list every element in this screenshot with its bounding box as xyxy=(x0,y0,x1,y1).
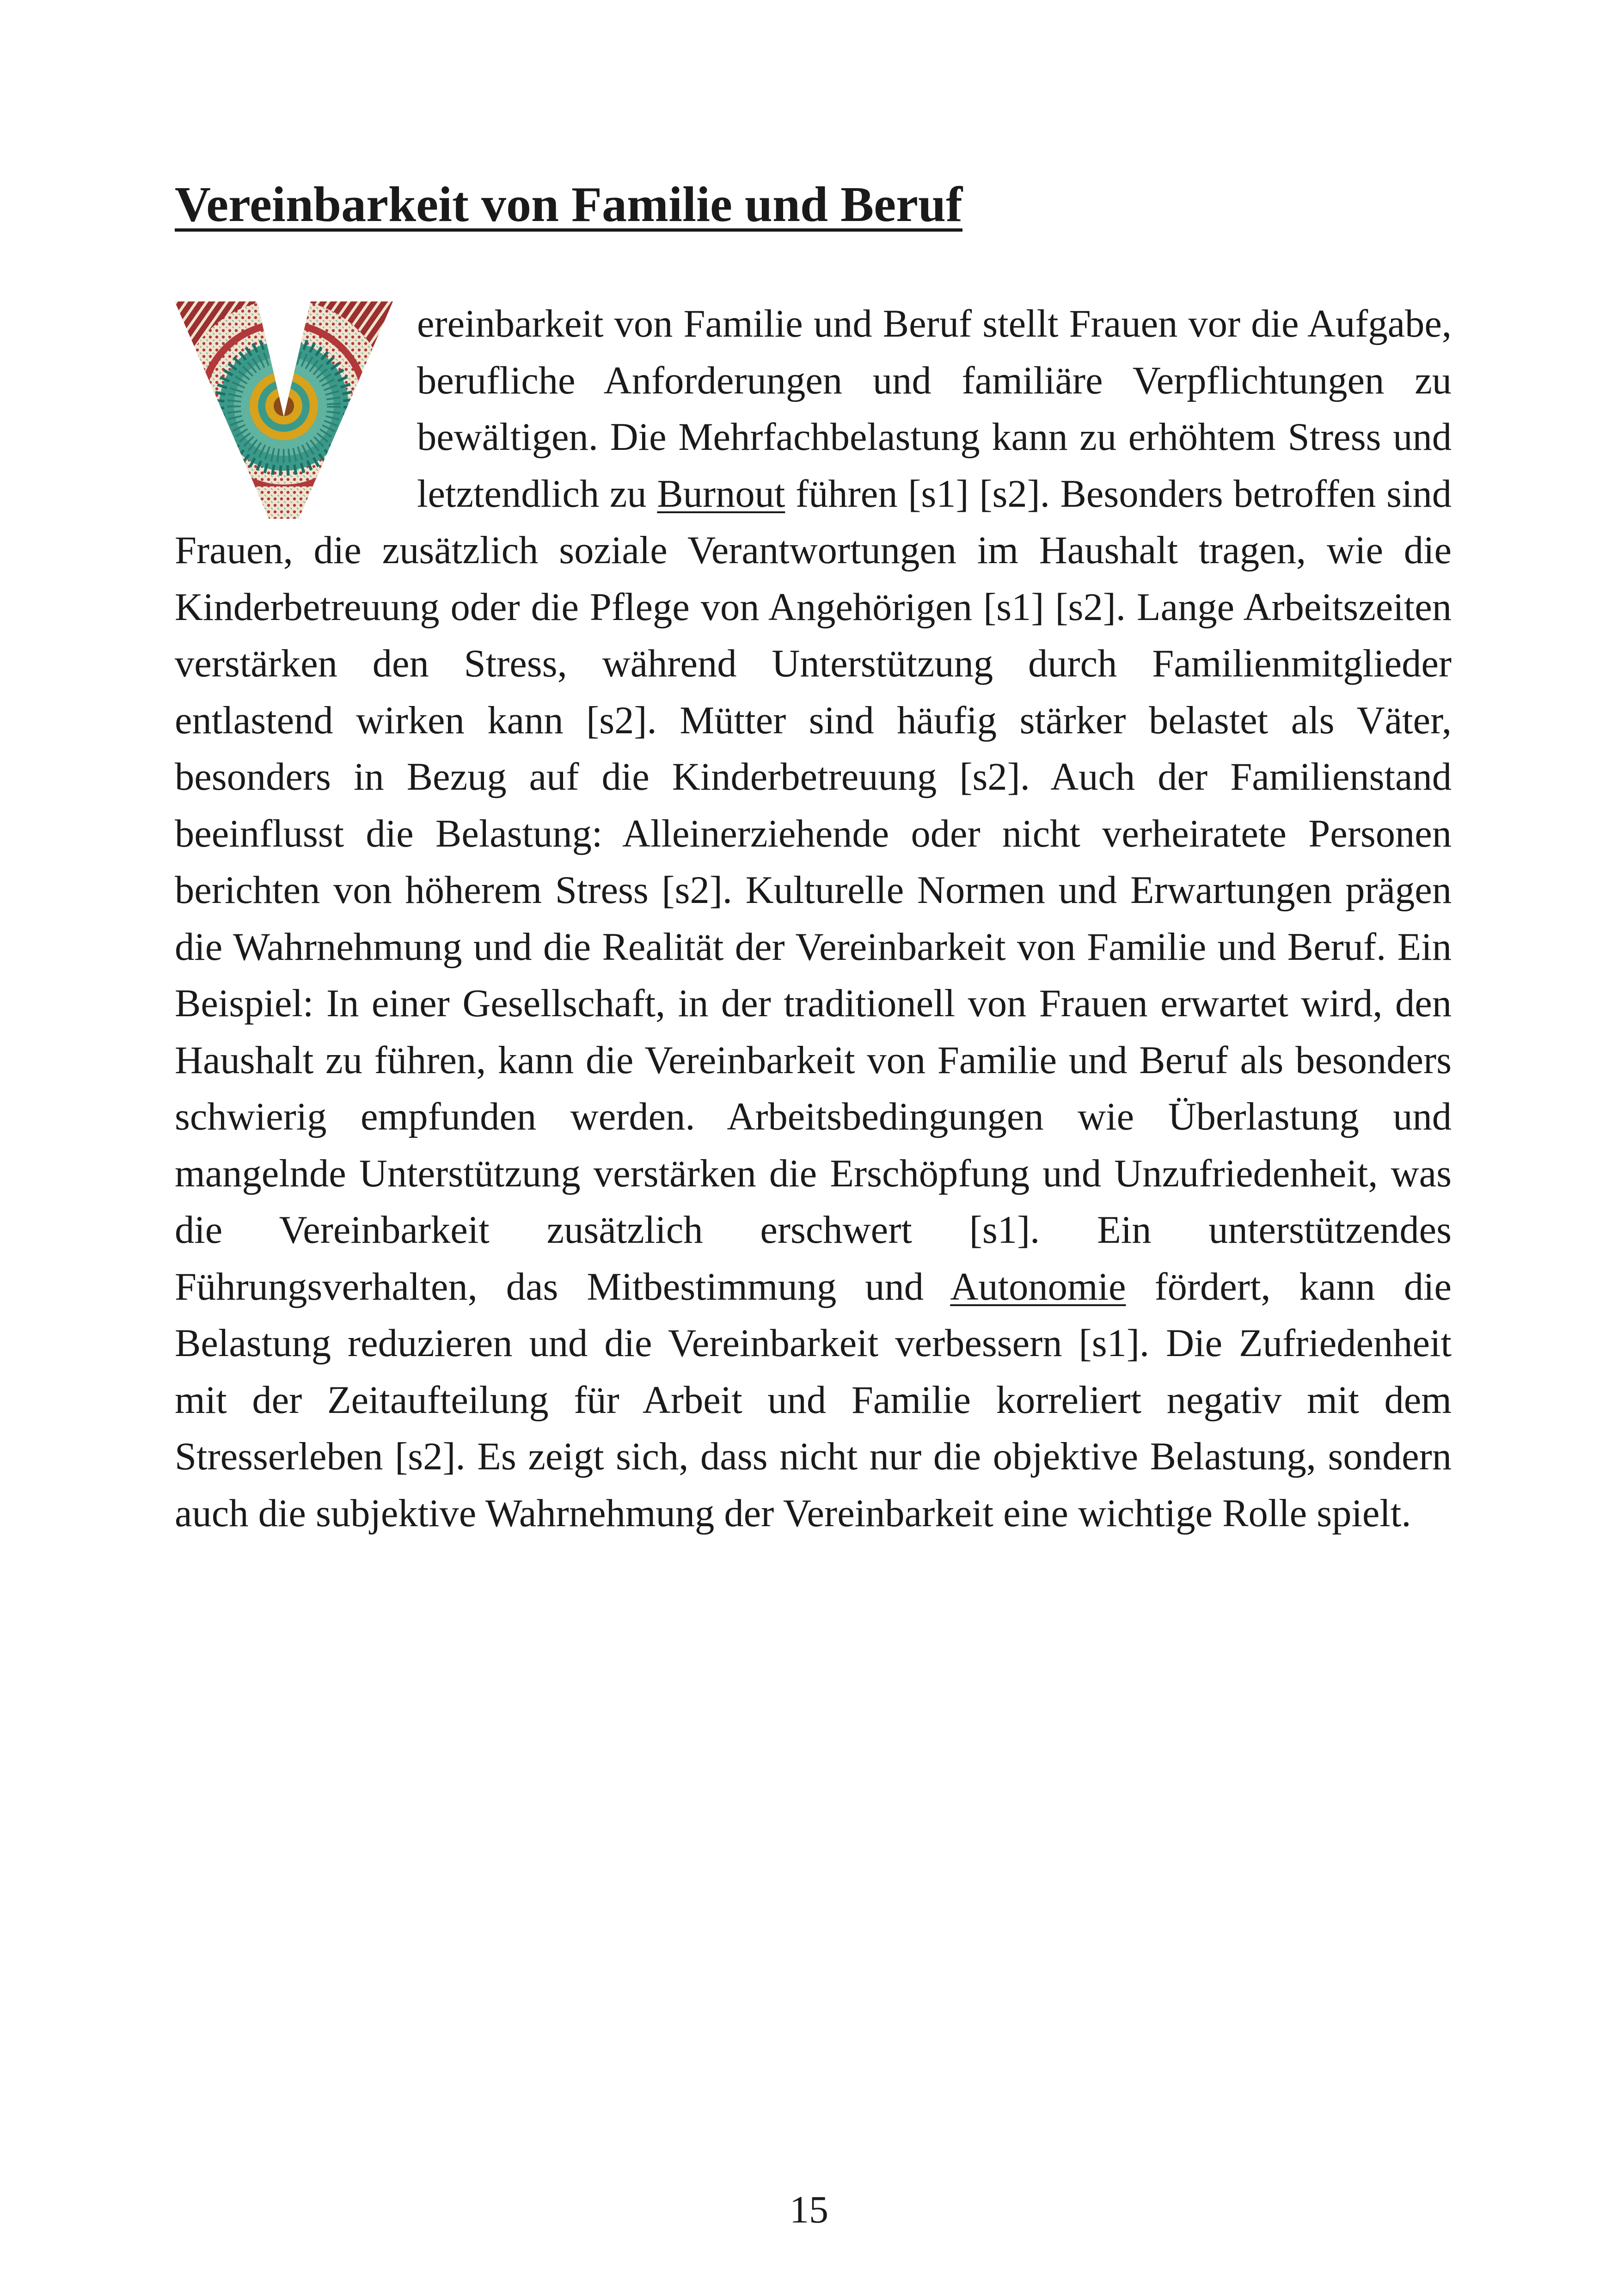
page-number: 15 xyxy=(790,2188,828,2231)
decorative-dropcap-v xyxy=(175,301,393,519)
burnout-link[interactable]: Burnout xyxy=(657,472,785,516)
paragraph-text-2: führen [s1] [s2]. Besonders betroffen sind Frauen, die zusätzlich soziale Verantwortungen im Haushalt tragen, wie die Kinderbetreuung oder die Pflege von Angehörigen [s1] [s2]. Lange Arbeitszeiten verstärken den Stress, während Unterstützung durch Familienmitglieder entlastend wirken kann [s2]. Mütter sind häufig stärker belastet als Väter, besonders in Bezug auf die Kinderbetreuung [s2]. Auch der Familienstand beeinflusst die Belastung: Alleinerziehende oder nicht verheiratete Personen berichten von höherem Stress [s2]. Kulturelle Normen und Erwartungen prägen die Wahrnehmung und die Realität der Vereinbarkeit von Familie und Beruf. Ein Beispiel: In einer Gesellschaft, in der traditionell von Frauen erwartet wird, den Haushalt zu führen, kann die Vereinbarkeit von Familie und Beruf als besonders schwierig empfunden werden. Arbeitsbedingungen wie Überlastung und mangelnde Unterstützung verstärken die Erschöpfung und Unzufriedenheit, was die Vereinbarkeit zusätzlich erschwert [s1]. Ein unterstützendes Führungsverhalten, das Mitbestimmung und xyxy=(175,472,1452,1308)
autonomie-link[interactable]: Autonomie xyxy=(950,1265,1126,1308)
paragraph-text-1: ereinbarkeit von Familie und Beruf stellt Frauen vor die Aufgabe, berufliche Anforderungen und familiäre Verpflichtungen zu bewältigen. Die Mehrfachbelastung kann zu erhöhtem Stress und letztendlich zu xyxy=(417,302,1452,516)
section-heading: Vereinbarkeit von Familie und Beruf xyxy=(175,177,963,232)
dropcap-mandala-icon xyxy=(175,301,393,519)
body-paragraph xyxy=(175,296,1452,1542)
paragraph-text-3: fördert, kann die Belastung reduzieren und die Vereinbarkeit verbessern [s1]. Die Zufriedenheit mit der Zeitaufteilung für Arbeit und Familie korreliert negativ mit dem Stresserleben [s2]. Es zeigt sich, dass nicht nur die objektive Belastung, sondern auch die subjektive Wahrnehmung der Vereinbarkeit eine wichtige Rolle spielt. xyxy=(175,1265,1452,1535)
